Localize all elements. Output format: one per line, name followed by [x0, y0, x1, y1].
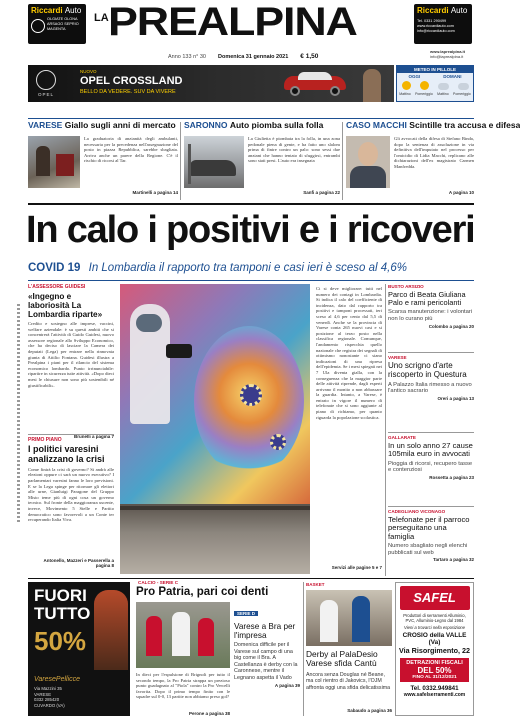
ad-line: ARSAGO SEPRIO — [47, 22, 79, 26]
promo-box — [400, 658, 469, 682]
ad-brand-2: Auto — [450, 6, 468, 15]
cloud-icon — [438, 83, 449, 90]
email-link[interactable]: info@laprealpina.it — [430, 54, 464, 59]
ad-line: www.riccardiauto.com — [417, 24, 454, 28]
safel-logo — [400, 586, 470, 610]
main-headline[interactable]: In calo i positivi e i ricoveri — [26, 209, 475, 251]
sport-kicker: CALCIO - SERIE C — [138, 580, 179, 585]
ad-web[interactable]: www.safelserramenti.com — [403, 692, 466, 698]
article-politici[interactable] — [28, 437, 114, 568]
story-kicker: CADEGLIANO VICONAGO — [388, 509, 446, 514]
serie-d-byline[interactable]: A pagina 39 — [274, 682, 300, 688]
story-title: Scintille tra accusa e difesa — [409, 120, 520, 130]
edition-date: Domenica 31 gennaio 2021 — [217, 54, 289, 60]
virus-shape — [270, 434, 286, 450]
story-byline[interactable]: A pagina 10 — [448, 190, 474, 195]
story-deck: Scarsa manutenzione: i volontari non lo curano più — [388, 309, 473, 322]
story-title: Auto piomba sulla folla — [229, 120, 324, 130]
ad-brand: Riccardi — [31, 6, 63, 15]
ad-riccardi-right[interactable] — [414, 4, 472, 44]
basket-photo — [306, 590, 392, 646]
ad-opel-banner[interactable] — [28, 65, 394, 102]
covid-article[interactable] — [316, 286, 382, 576]
story-deck: A Palazzo Italia rimesso a nuovo l'antico sacrario — [388, 381, 472, 395]
story-title: Telefonate per il parroco perseguitano una famiglia — [388, 515, 470, 541]
ad-safel[interactable] — [395, 582, 474, 716]
story-byline[interactable]: Tartaro a pagina 32 — [433, 557, 474, 563]
article-kicker: PRIMO PIANO — [28, 437, 62, 443]
right-story[interactable] — [388, 435, 474, 480]
ad-street: Via Risorgimento, 22 — [399, 646, 470, 655]
ad-line: Vieni a trovarci nella esposizione — [404, 625, 465, 630]
serie-d-box[interactable] — [234, 602, 300, 718]
article-guidesi[interactable] — [28, 284, 114, 439]
story-title: Uno scrigno d'arte riscoperto in Questura — [388, 361, 467, 379]
virus-shape — [240, 384, 262, 406]
basket-section[interactable] — [306, 582, 392, 716]
story-byline[interactable]: Colombo a pagina 20 — [428, 323, 474, 329]
top-story-caso-macchi[interactable] — [346, 120, 520, 202]
story-byline[interactable]: Oreri a pagina 13 — [437, 395, 474, 401]
vertical-strip — [17, 304, 20, 524]
banner-kicker: NUOVO — [80, 69, 97, 74]
masthead-contacts — [430, 49, 465, 59]
edition-number: Anno 133 n° 30 — [168, 54, 206, 60]
weather-tomorrow: DOMANI — [443, 74, 462, 79]
covid-byline[interactable]: Servizi alle pagine 5 e 7 — [331, 565, 382, 570]
story-kicker: GALLARATE — [388, 435, 416, 440]
story-title: Parco di Beata Giuliana Palo e rami pericolanti — [388, 290, 466, 308]
opel-brand: OPEL — [38, 92, 55, 97]
model-image — [94, 590, 128, 670]
mural-photo[interactable] — [120, 284, 310, 574]
story-photo — [184, 136, 244, 188]
article-kicker: L'ASSESSORE GUIDESI — [28, 284, 86, 290]
story-byline[interactable]: Martinelli a pagina 14 — [132, 190, 178, 195]
opel-logo-icon — [36, 70, 56, 90]
story-body: La Giulietta è piombata tra la folla, in una zona pedonale piena di gente, e ha fatto uno slalom prima di finire contro un palo: sono sessi due anziani che hanno tentato di sfuggirsi, entrambi sono stati presi. L'auto era insegnata — [248, 136, 340, 164]
top-story-saronno[interactable] — [184, 120, 340, 202]
story-kicker: SARONNO — [184, 120, 228, 130]
story-kicker: BUSTO ARSIZIO — [388, 284, 424, 289]
article-body: Credito e sostegno alle imprese, vaccini, welfare aziendale: è su questi ambiti che si concentrerà l'attività di Guido Guidesi, nuovo assessore regionale allo Sviluppo Economico, che ha deciso di lasciare la Camera dei deputati (Lega) per entrare nella rinnovata giunta di Attilio Fontana. Guidesi illustra a Prealpina i piani per il rilancio del sistema economico lombardo. Punto irrinunciabile: ripartire in sicurezza tutte attività. «Dopo dieci mesi le chiusure non sono più sostenibili né giustificabili». — [28, 321, 114, 388]
article-title: «Ingegno e laboriosità La Lombardia riparte» — [28, 292, 103, 320]
right-column — [388, 284, 474, 576]
story-title: In un solo anno 27 cause 105mila euro in avvocati — [388, 441, 473, 459]
article-byline[interactable]: Brunelli a pagina 7 — [73, 434, 114, 440]
serie-d-title: Varese a Bra per l'impresa — [234, 622, 296, 641]
ad-line: CUVARDO (VA) — [34, 702, 65, 708]
weather-today: OGGI — [408, 74, 421, 79]
ad-brand-2: Auto — [64, 6, 82, 15]
covid-body: Ci si deve migliorare: tutti nel numero dei contagi in Lombardia. Si indica il calo del coefficiente di incidenza, dato dal rapporto tra positivi e tamponi processati, ieri sceso al 4,6 per cento dal 5,5 di venerdì. Anche se la provincia di Varese conta 265 nuovi casi e si posizione al terzo posto nella classifica regionale. Comunque, l'andamento rispecchia quello nazionale che registra dei segnali di ottimismo nonostante ci siano indicazioni di una ripresa dell'epidemia. Se i mesi spiegati nei 7 Ula diventa gialla, con la conseguenza che la maggior parte delle attività riprende, dagli esperti arrivano il monito a non abbassare la guardia. Intanto, a Varese, è entrato in vigore il numero di telefonate che si sono aggiunte al piano di richiamo, per quanto riguarda la popolazione scolastica. — [316, 286, 382, 420]
sport-photo — [136, 602, 230, 668]
story-body: Gli avvocati della difesa di Stefano Binda, dopo la sentenza di assoluzione in via definitiva dell'imputato nel processo per l'omicidio di Lidia Macchi, replicano alle dichiarazioni dell'ex magistrato Carmen Manfredda. — [394, 136, 474, 169]
ad-title-2: TUTTO — [34, 604, 91, 623]
basket-body: Ancora senza Douglas né Beane, ma col rientro di Jakovics, l'OJM affronta oggi una sfida delicatissima — [306, 672, 391, 691]
sun-icon — [420, 81, 429, 90]
sport-byline[interactable]: Perone a pagina 38 — [188, 711, 230, 716]
ad-line: OLGIATE OLONA — [47, 17, 78, 21]
banner-tagline: BELLO DA VEDERE. SUV DA VIVERE — [80, 89, 176, 95]
sun-icon — [402, 81, 411, 90]
ad-line: 0332 285420 — [34, 697, 60, 702]
ad-line: info@riccardiauto.com — [417, 29, 455, 33]
basket-kicker: BASKET — [306, 582, 325, 587]
weather-slot: Pomeriggio — [453, 92, 471, 96]
edition-price: € 1,50 — [300, 53, 319, 60]
story-kicker: VARESE — [28, 120, 63, 130]
weather-box — [396, 65, 474, 102]
story-photo — [28, 136, 80, 188]
subhead-text: In Lombardia il rapporto tra tamponi e casi ieri è sceso al 4,6% — [88, 262, 407, 274]
right-story[interactable] — [388, 284, 474, 329]
basket-byline[interactable]: Sabaudo a pagina 36 — [347, 708, 392, 713]
ad-brand: Riccardi — [417, 6, 449, 15]
weather-slot: Mattino — [437, 92, 449, 96]
sport-section[interactable] — [136, 580, 300, 718]
masthead-prefix: LA — [94, 12, 109, 24]
ad-city: CROSIO della VALLE (Va) — [402, 632, 467, 646]
promo-line: DEL 50% — [417, 666, 452, 675]
right-story[interactable] — [388, 509, 474, 562]
weather-slot: Pomeriggio — [415, 92, 433, 96]
safel-brand: SAFEL — [413, 590, 456, 605]
ad-fuori-tutto[interactable] — [28, 582, 130, 716]
banner-model: OPEL CROSSLAND — [80, 75, 183, 87]
masthead-logo[interactable] — [92, 2, 410, 46]
story-kicker: CASO MACCHI — [346, 120, 407, 130]
person-image — [363, 69, 381, 102]
masthead-title: PREALPINA — [108, 0, 357, 44]
top-story-varese[interactable] — [28, 120, 178, 202]
cloud-icon — [458, 83, 469, 90]
serie-d-kicker: SERIE D — [234, 611, 258, 616]
ad-title-1: FUORI — [34, 586, 87, 605]
sport-title: Pro Patria, pari coi denti — [136, 586, 269, 598]
main-subhead[interactable] — [28, 262, 474, 274]
ad-phone: Tel. 0332.949841 — [410, 685, 459, 692]
basket-title: Derby al PalaDesio Varese sfida Cantù — [306, 649, 378, 669]
ad-shop: VaresePellicce — [34, 676, 81, 683]
sport-body: In dieci per l'espulsione di Brignoli per tutto il secondo tempo, la Pro Patria strappa un prezioso punto guadagnato al "Piola" contro la Pro Vercelli favorita. Dopo il primo tempo finito con le squadre sul 0-0, 13 partite non abbiamo preso gol? — [136, 672, 230, 700]
ad-riccardi-left[interactable] — [28, 4, 86, 44]
car-image — [280, 70, 352, 96]
weather-title: METEO IN PILLOLE — [397, 66, 473, 73]
story-byline[interactable]: Rossetta a pagina 23 — [429, 475, 474, 480]
promo-line: FINO AL 31/12/2021 — [412, 675, 457, 680]
ad-line: PVC, Alluminio-Legno dal 1984 — [405, 618, 464, 623]
story-title: Giallo sugli anni di mercato — [64, 120, 176, 130]
ad-line: Tel. 0331 290499 — [417, 19, 447, 23]
story-deck: Pioggia di ricorsi, recupero tasse e contenziosi — [388, 460, 473, 474]
story-body: La graduatoria di anzianità degli ambulanti, necessaria per la precedenza nell'assegnazione del posto in piazza Repubblica, sarebbe sbagliata. Arriva anche un parere della Regione. C'è il rischio di ricorsi al Tar. — [84, 136, 178, 164]
story-photo — [346, 136, 390, 188]
ad-percentage: 50% — [34, 626, 87, 656]
subhead-kicker: COVID 19 — [28, 262, 81, 274]
article-body: Come finirà la crisi di governo? Si andrà alle elezioni oppure ci sarà un nuovo esecutivo? I parlamentari varesini fanno le loro previsioni. E se la Lega spinge per ritornare gli elettori alle urne, Gianluigi Paragone del Gruppo Misto teme più di ogni cosa un governo tecnico. Sul fronte della maggioranza uscente, invece, Movimento 5 Stelle e Partito democratico sono favorevoli a un Conte ter recuperando Italia Viva. — [28, 466, 114, 523]
ad-line: MAGENTA — [47, 27, 66, 31]
promo-line: DETRAZIONI FISCALI — [406, 660, 463, 666]
article-byline[interactable]: Antonello, Mazzeri e Passerella a pagina 8 — [43, 557, 114, 568]
serie-d-body: Domenica difficile per il Varese sul campo di una big come il Bra. A Castellanza è derby con la Caronnese, mentre il Legnano aspetta il Vado — [234, 642, 298, 681]
story-deck: Numero sbagliato negli elenchi pubblicati sul web — [388, 543, 468, 556]
car-logo-icon — [31, 19, 45, 33]
ad-line: VARESE — [34, 691, 52, 697]
story-byline[interactable]: Sanfi a pagina 22 — [303, 190, 340, 195]
story-kicker: VARESE — [388, 355, 407, 360]
article-title: I politici varesini analizzano la crisi — [28, 444, 105, 464]
ad-line: Produttori di serramenti Alluminio, — [403, 613, 466, 618]
left-column — [20, 284, 114, 574]
masthead-infoline — [168, 53, 368, 60]
ad-line: Via Mazzini 35 — [34, 686, 62, 691]
weather-slot: Mattino — [399, 92, 411, 96]
right-story[interactable] — [388, 355, 474, 401]
site-link[interactable]: www.laprealpina.it — [430, 49, 465, 54]
